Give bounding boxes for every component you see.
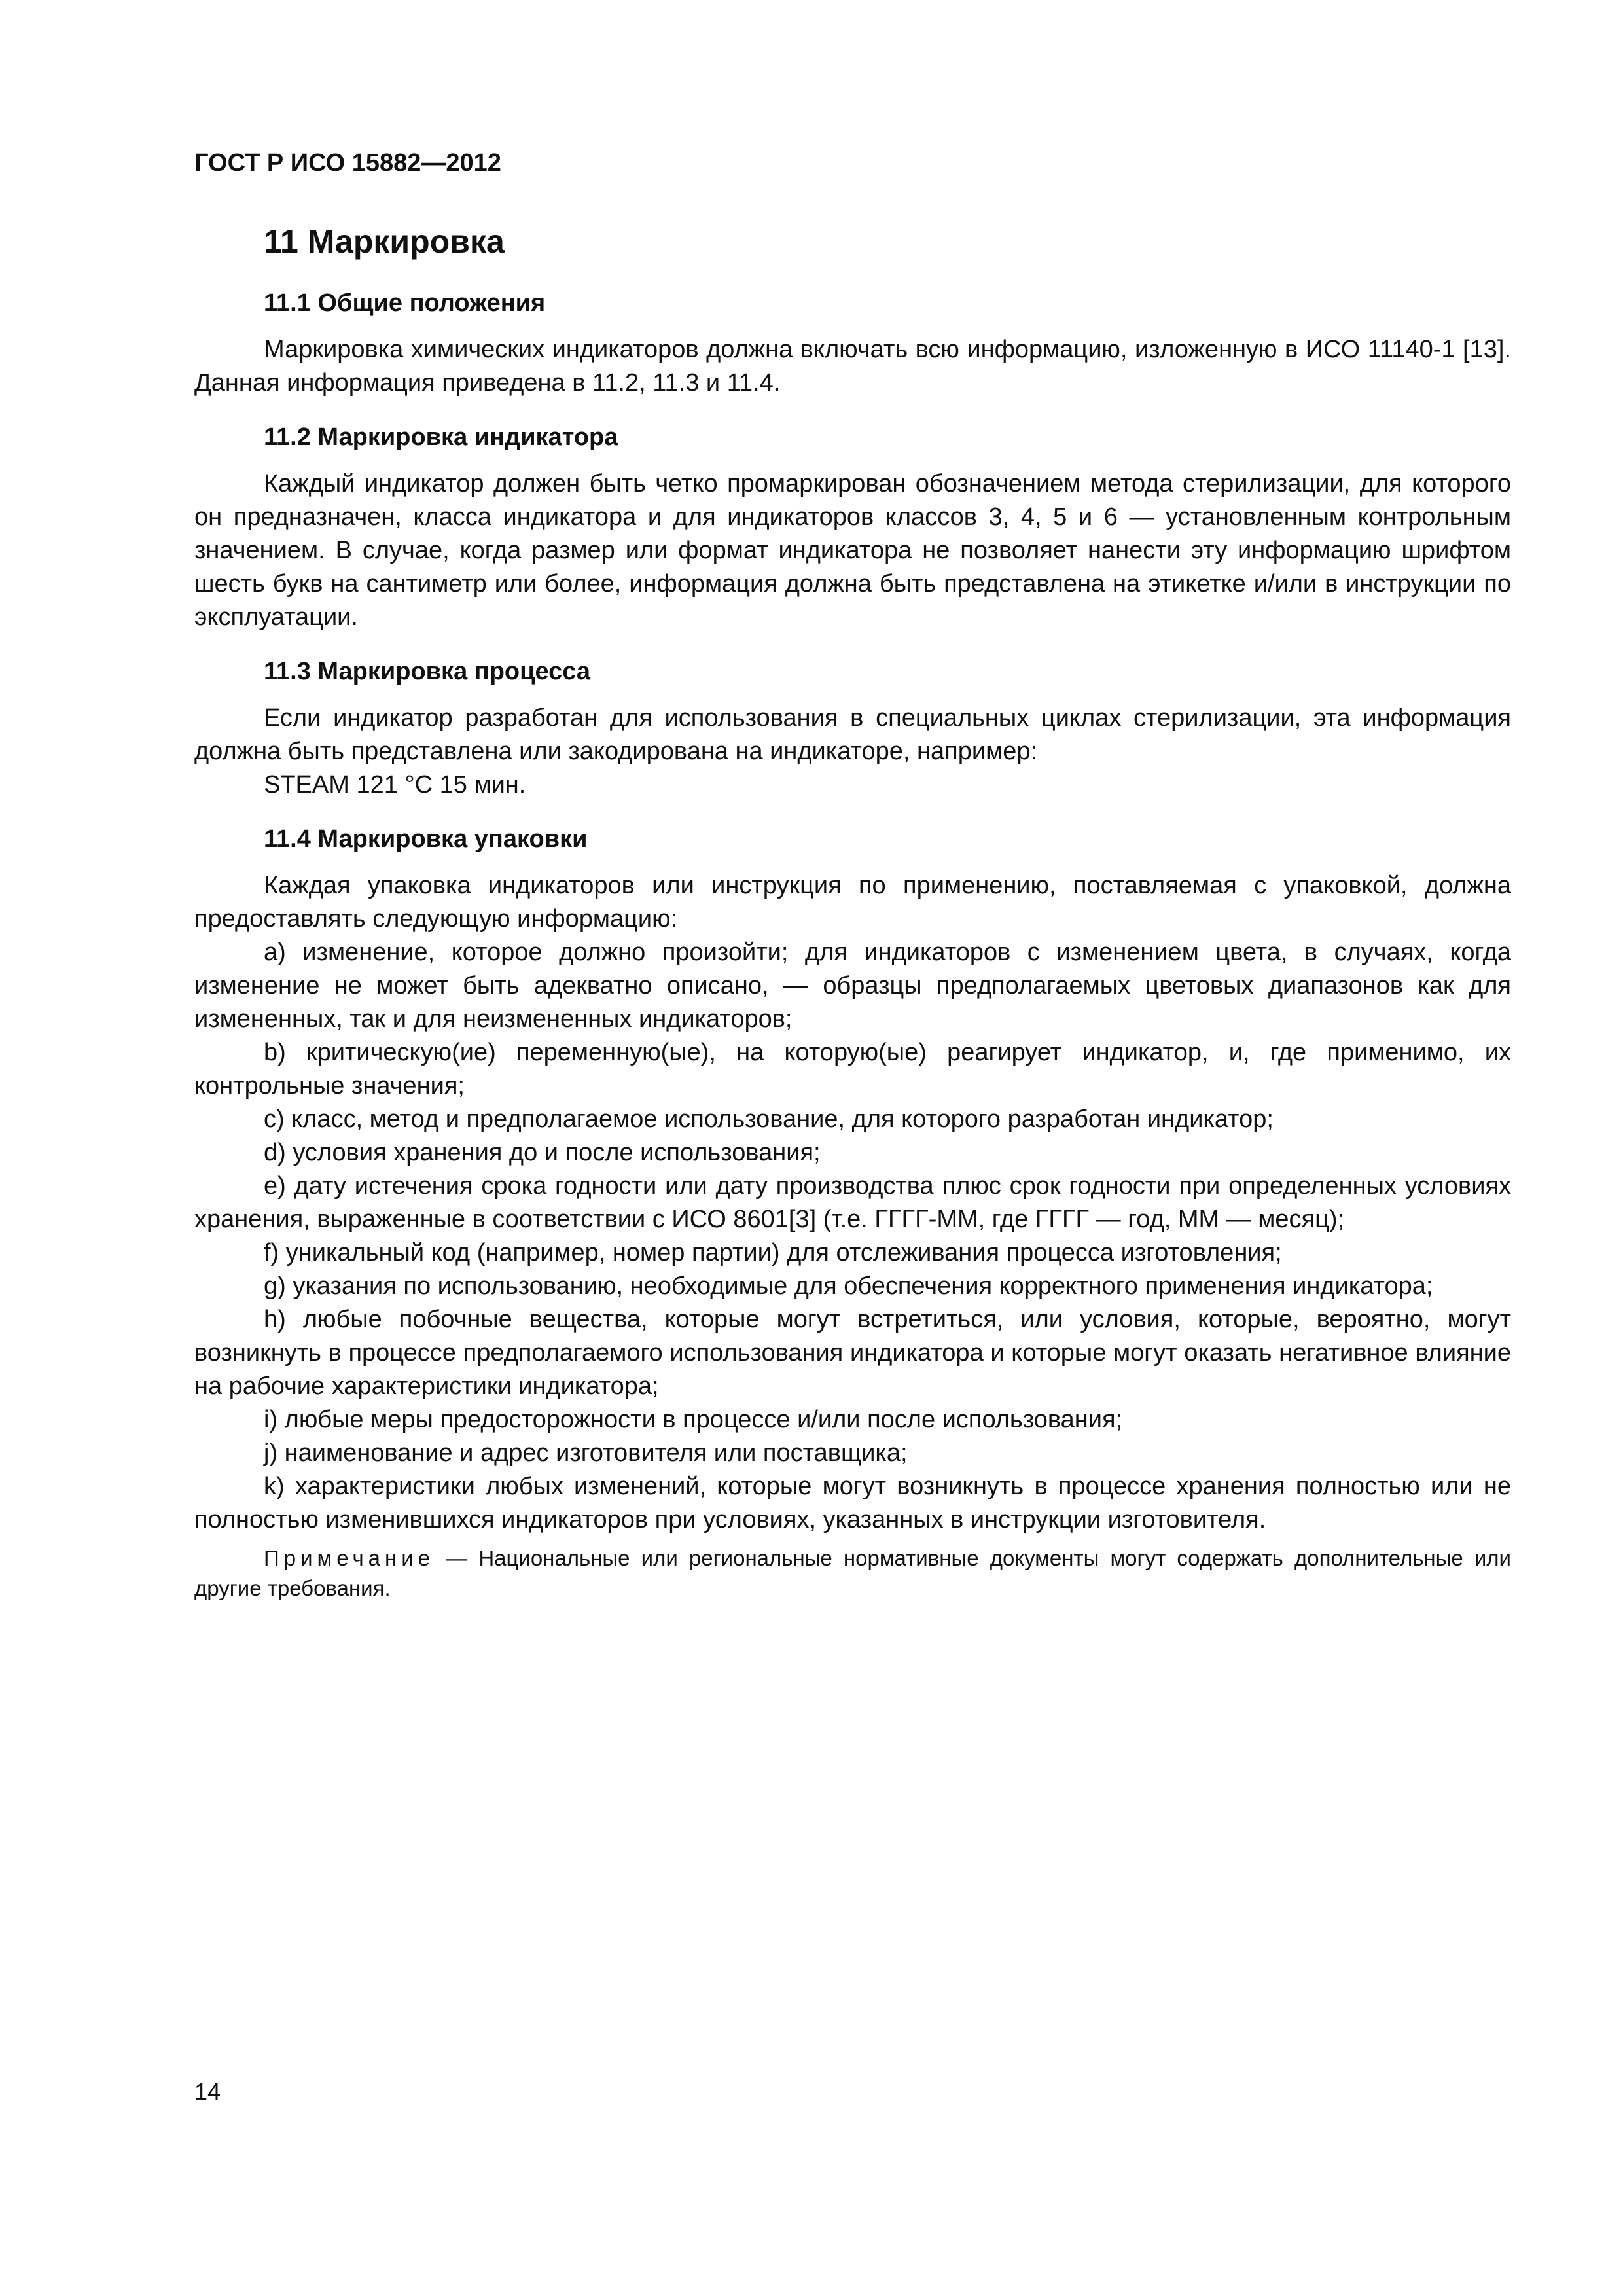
section-title: 11.4 Маркировка упаковки [264,825,588,853]
paragraph: Если индикатор разработан для использования в специальных циклах стерилизации, эта информация должна быть представлена или закодирована на индикаторе, например: [194,704,1511,765]
list-item-b: b) критическую(ие) переменную(ые), на которую(ые) реагирует индикатор, и, где применимо, их контрольные значения; [194,1039,1511,1100]
paragraph: Каждая упаковка индикаторов или инструкция по применению, поставляемая с упаковкой, должна предоставлять следующую информацию: [194,872,1511,933]
note [194,1543,1511,1604]
section-11-3 [194,658,1511,802]
example-marking: STEAM 121 °C 15 мин. [264,771,526,798]
section-title: 11.1 Общие положения [264,289,546,317]
section-11-4 [194,825,1511,1604]
note-label: Примечание [264,1546,435,1570]
list-item-d: d) условия хранения до и после использования; [264,1139,821,1166]
paragraph: Каждый индикатор должен быть четко промаркирован обозначением метода стерилизации, для которого он предназначен, класса индикатора и для индикаторов классов 3, 4, 5 и 6 — установленным контрольным значением. В случае, когда размер или формат индикатора не позволяет нанести эту информацию шрифтом шесть букв на сантиметр или более, информация должна быть представлена на этикетке и/или в инструкции по эксплуатации. [194,470,1511,631]
note-text: — Национальные или региональные нормативные документы могут содержать дополнительные или другие требования. [194,1546,1511,1600]
document-header: ГОСТ Р ИСО 15882—2012 [194,149,501,177]
page-number: 14 [194,2078,221,2105]
list-item-a: a) изменение, которое должно произойти; для индикаторов с изменением цвета, в случаях, когда изменение не может быть адекватно описано, — образцы предполагаемых цветовых диапазонов как для измененных, так и для неизмененных индикаторов; [194,939,1511,1033]
list-item-k: k) характеристики любых изменений, которые могут возникнуть в процессе хранения полностью или не полностью изменившихся индикаторов при условиях, указанных в инструкции изготовителя. [194,1473,1511,1534]
section-11-1 [194,289,1511,400]
list-item-h: h) любые побочные вещества, которые могут встретиться, или условия, которые, вероятно, могут возникнуть в процессе предполагаемого использования индикатора и которые могут оказать негативное влияние на рабочие характеристики индикатора; [194,1306,1511,1400]
section-title: 11.3 Маркировка процесса [264,658,590,685]
list-item-f: f) уникальный код (например, номер партии) для отслеживания процесса изготовления; [264,1239,1282,1266]
page-content [194,223,1511,1627]
list-item-j: j) наименование и адрес изготовителя или поставщика; [264,1439,908,1467]
list-item-c: c) класс, метод и предполагаемое использование, для которого разработан индикатор; [264,1105,1274,1133]
section-11-2 [194,423,1511,634]
list-item-i: i) любые меры предосторожности в процессе и/или после использования; [264,1406,1123,1433]
paragraph: Маркировка химических индикаторов должна включать всю информацию, изложенную в ИСО 11140-1 [13]. Данная информация приведена в 11.2, 11.3 и 11.4. [194,336,1511,397]
list-item-e: e) дату истечения срока годности или дату производства плюс срок годности при определенных условиях хранения, выраженные в соответствии с ИСО 8601[3] (т.е. ГГГГ-ММ, где ГГГГ — год, ММ — месяц); [194,1172,1511,1233]
section-title: 11.2 Маркировка индикатора [264,423,618,451]
chapter-title: 11 Маркировка [264,223,505,260]
list-item-g: g) указания по использованию, необходимые для обеспечения корректного применения индикатора; [264,1272,1433,1300]
